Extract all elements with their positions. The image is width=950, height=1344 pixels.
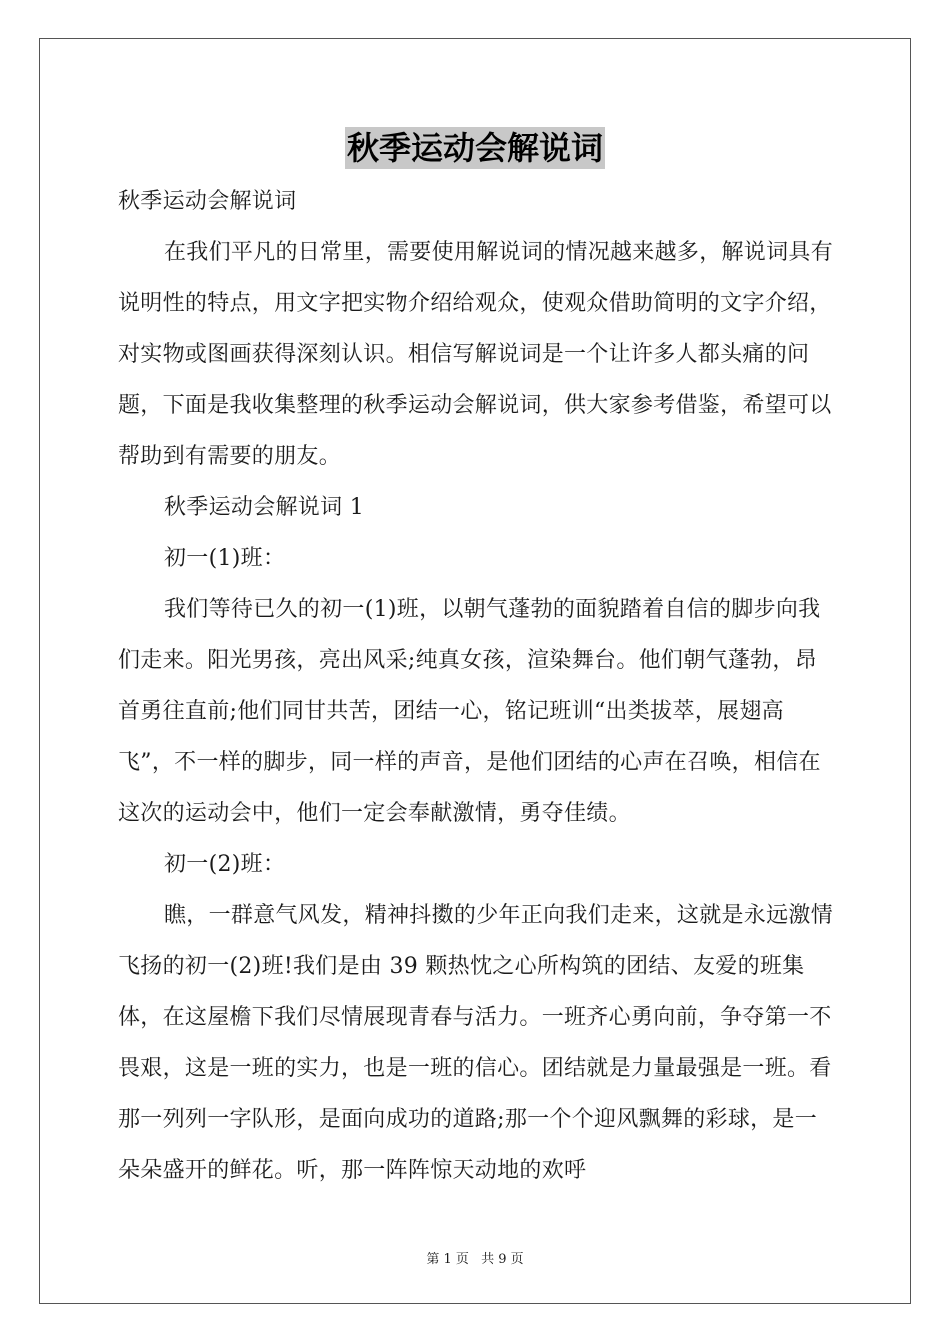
document-body <box>118 176 838 1196</box>
page-footer <box>0 1248 950 1267</box>
document-title-container <box>0 127 950 169</box>
section-heading: 秋季运动会解说词 1 <box>164 495 364 520</box>
document-subtitle: 秋季运动会解说词 <box>118 189 297 214</box>
class-paragraph-2: 瞧，一群意气风发，精神抖擞的少年正向我们走来，这就是永远激情飞扬的初一(2)班!我们是由 39 颗热忱之心所构筑的团结、友爱的班集体，在这屋檐下我们尽情展现青春与活力。一班齐心勇向前，争夺第一不畏艰，这是一班的实力，也是一班的信心。团结就是力量最强是一班。看那一列列一字队形，是面向成功的道路;那一个个迎风飘舞的彩球，是一朵朵盛开的鲜花。听，那一阵阵惊天动地的欢呼 <box>118 903 834 1183</box>
class-heading-1: 初一(1)班： <box>164 546 286 571</box>
page-number: 第 1 页 <box>426 1252 469 1267</box>
intro-paragraph: 在我们平凡的日常里，需要使用解说词的情况越来越多，解说词具有说明性的特点，用文字把实物介绍给观众，使观众借助简明的文字介绍，对实物或图画获得深刻认识。相信写解说词是一个让许多人都头痛的问题，下面是我收集整理的秋季运动会解说词，供大家参考借鉴，希望可以帮助到有需要的朋友。 <box>118 240 834 469</box>
document-title: 秋季运动会解说词 <box>346 129 603 167</box>
class-heading-2: 初一(2)班： <box>164 852 286 877</box>
class-paragraph-1: 我们等待已久的初一(1)班，以朝气蓬勃的面貌踏着自信的脚步向我们走来。阳光男孩，亮出风采;纯真女孩，渲染舞台。他们朝气蓬勃，昂首勇往直前;他们同甘共苦，团结一心，铭记班训“出类拔萃，展翅高飞”，不一样的脚步，同一样的声音，是他们团结的心声在召唤，相信在这次的运动会中，他们一定会奉献激情，勇夺佳绩。 <box>118 597 821 826</box>
page-total: 共 9 页 <box>481 1252 524 1267</box>
